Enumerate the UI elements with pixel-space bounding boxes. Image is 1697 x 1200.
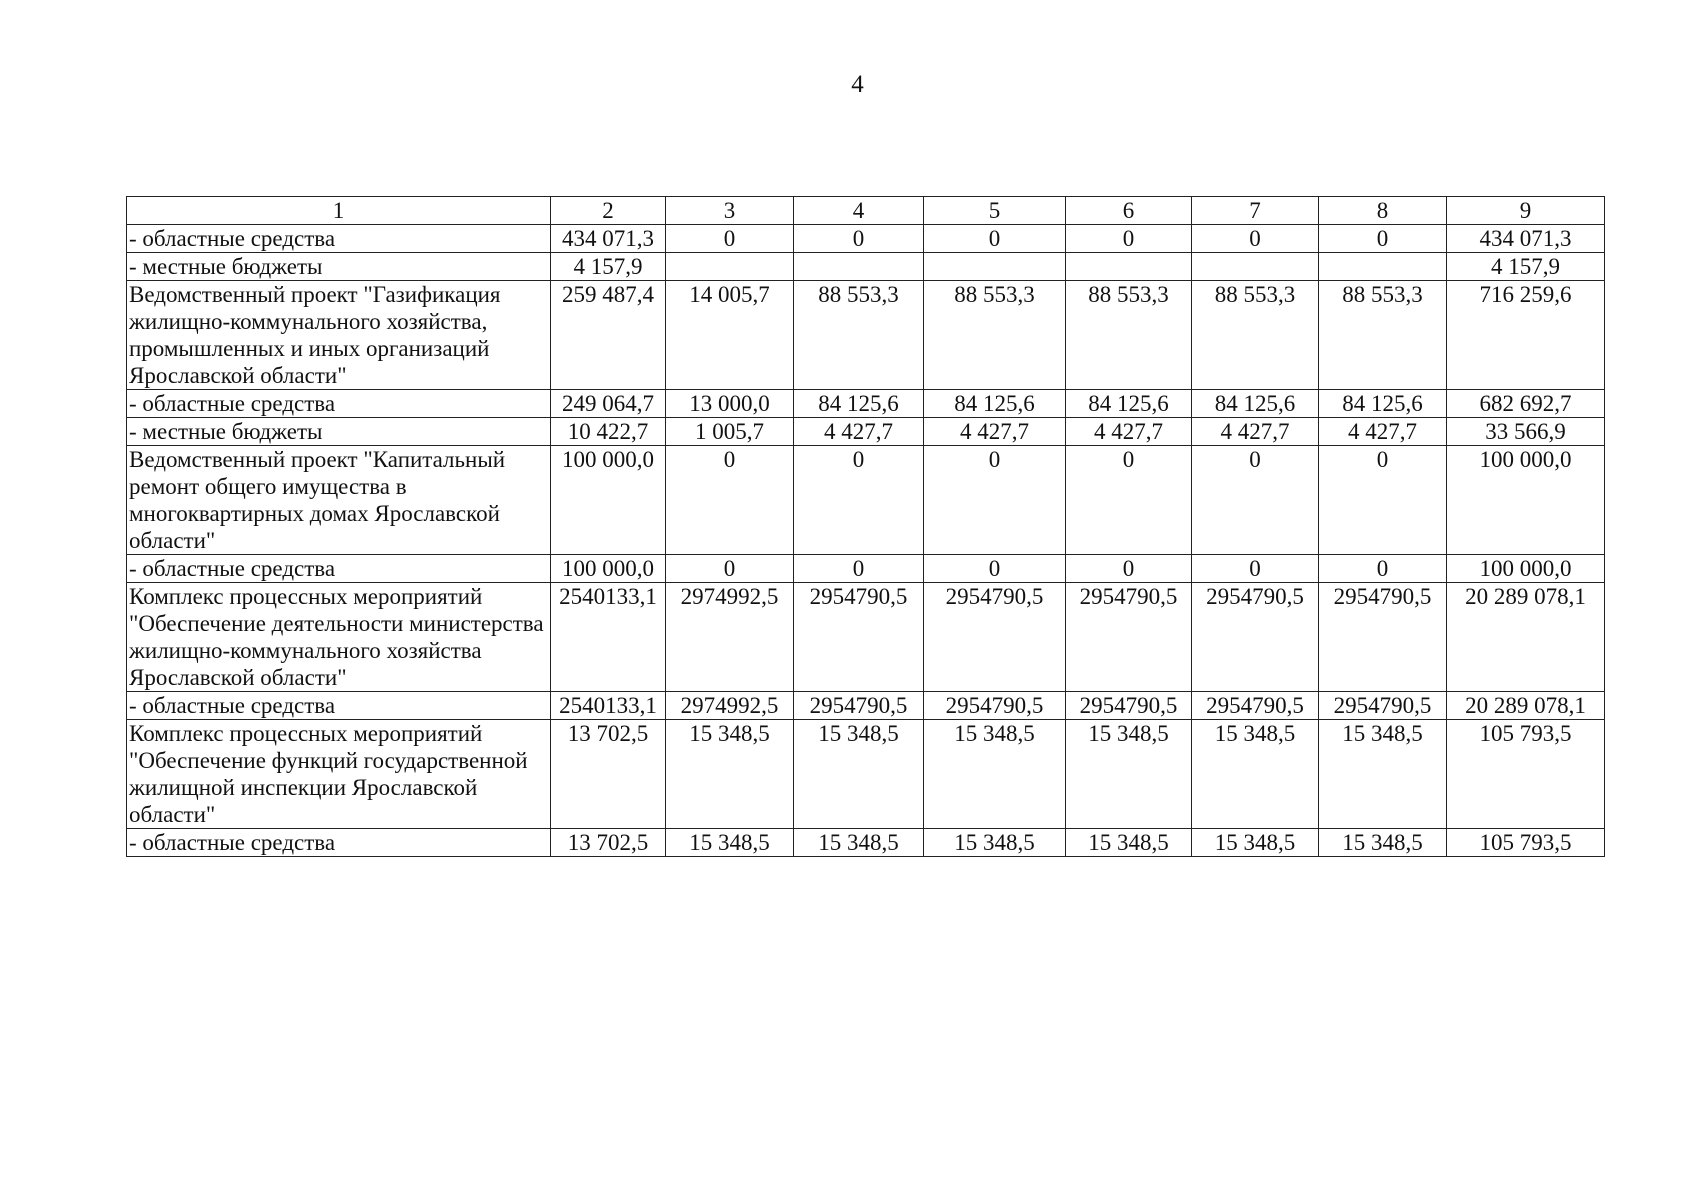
- table-row: [127, 583, 1605, 692]
- value-cell: 2954790,5: [1192, 692, 1319, 720]
- value-cell: 0: [1319, 225, 1447, 253]
- value-cell: 15 348,5: [666, 720, 794, 829]
- row-label: Комплекс процессных мероприятий "Обеспечение функций государственной жилищной инспекции Ярославской области": [127, 720, 551, 829]
- value-cell: 15 348,5: [924, 829, 1066, 857]
- value-cell: 0: [666, 225, 794, 253]
- table-row: [127, 418, 1605, 446]
- value-cell: 10 422,7: [551, 418, 666, 446]
- value-cell: 15 348,5: [1319, 720, 1447, 829]
- value-cell: 100 000,0: [1447, 446, 1605, 555]
- header-cell: 3: [666, 197, 794, 225]
- value-cell: 88 553,3: [794, 281, 924, 390]
- value-cell: 0: [1319, 555, 1447, 583]
- value-cell: 88 553,3: [924, 281, 1066, 390]
- value-cell: [1319, 253, 1447, 281]
- value-cell: 0: [1066, 446, 1192, 555]
- value-cell: 88 553,3: [1319, 281, 1447, 390]
- header-cell: 8: [1319, 197, 1447, 225]
- value-cell: 100 000,0: [551, 446, 666, 555]
- value-cell: 84 125,6: [924, 390, 1066, 418]
- value-cell: 84 125,6: [1319, 390, 1447, 418]
- value-cell: 15 348,5: [666, 829, 794, 857]
- value-cell: [924, 253, 1066, 281]
- value-cell: 2974992,5: [666, 692, 794, 720]
- value-cell: 15 348,5: [1192, 720, 1319, 829]
- table-row: [127, 225, 1605, 253]
- value-cell: 0: [794, 555, 924, 583]
- value-cell: [666, 253, 794, 281]
- value-cell: 2954790,5: [1066, 692, 1192, 720]
- value-cell: 84 125,6: [1066, 390, 1192, 418]
- value-cell: 84 125,6: [794, 390, 924, 418]
- value-cell: 0: [794, 225, 924, 253]
- value-cell: 2954790,5: [924, 692, 1066, 720]
- header-cell: 7: [1192, 197, 1319, 225]
- row-label: - местные бюджеты: [127, 253, 551, 281]
- value-cell: 682 692,7: [1447, 390, 1605, 418]
- row-label: - областные средства: [127, 390, 551, 418]
- value-cell: 1 005,7: [666, 418, 794, 446]
- value-cell: 4 157,9: [1447, 253, 1605, 281]
- value-cell: 2954790,5: [1066, 583, 1192, 692]
- value-cell: 15 348,5: [924, 720, 1066, 829]
- row-label: - областные средства: [127, 692, 551, 720]
- value-cell: 15 348,5: [1066, 720, 1192, 829]
- value-cell: 88 553,3: [1066, 281, 1192, 390]
- value-cell: 33 566,9: [1447, 418, 1605, 446]
- value-cell: 15 348,5: [794, 720, 924, 829]
- value-cell: 4 427,7: [1319, 418, 1447, 446]
- value-cell: 0: [1066, 555, 1192, 583]
- value-cell: 4 427,7: [794, 418, 924, 446]
- value-cell: 0: [1192, 555, 1319, 583]
- value-cell: 13 702,5: [551, 720, 666, 829]
- header-cell: 6: [1066, 197, 1192, 225]
- table-row: [127, 281, 1605, 390]
- value-cell: 0: [924, 446, 1066, 555]
- value-cell: 15 348,5: [794, 829, 924, 857]
- table-row: [127, 720, 1605, 829]
- value-cell: 2954790,5: [1319, 692, 1447, 720]
- value-cell: 4 427,7: [924, 418, 1066, 446]
- value-cell: 15 348,5: [1319, 829, 1447, 857]
- value-cell: 14 005,7: [666, 281, 794, 390]
- row-label: - местные бюджеты: [127, 418, 551, 446]
- value-cell: 2540133,1: [551, 583, 666, 692]
- header-cell: 5: [924, 197, 1066, 225]
- row-label: Комплекс процессных мероприятий "Обеспечение деятельности министерства жилищно-коммунального хозяйства Ярославской области": [127, 583, 551, 692]
- value-cell: 20 289 078,1: [1447, 583, 1605, 692]
- value-cell: 2954790,5: [794, 692, 924, 720]
- value-cell: 2954790,5: [1319, 583, 1447, 692]
- value-cell: 0: [1066, 225, 1192, 253]
- value-cell: 2954790,5: [924, 583, 1066, 692]
- value-cell: 2954790,5: [794, 583, 924, 692]
- value-cell: 13 000,0: [666, 390, 794, 418]
- table-row: [127, 692, 1605, 720]
- value-cell: 4 427,7: [1066, 418, 1192, 446]
- value-cell: 0: [1192, 446, 1319, 555]
- budget-table: [126, 196, 1605, 857]
- value-cell: 88 553,3: [1192, 281, 1319, 390]
- value-cell: 100 000,0: [1447, 555, 1605, 583]
- table-header-row: [127, 197, 1605, 225]
- row-label: - областные средства: [127, 555, 551, 583]
- table-row: [127, 253, 1605, 281]
- value-cell: 13 702,5: [551, 829, 666, 857]
- value-cell: 20 289 078,1: [1447, 692, 1605, 720]
- table-row: [127, 446, 1605, 555]
- value-cell: 434 071,3: [1447, 225, 1605, 253]
- value-cell: [1192, 253, 1319, 281]
- value-cell: 2954790,5: [1192, 583, 1319, 692]
- value-cell: 0: [1192, 225, 1319, 253]
- value-cell: [1066, 253, 1192, 281]
- value-cell: 15 348,5: [1066, 829, 1192, 857]
- header-cell: 2: [551, 197, 666, 225]
- value-cell: 15 348,5: [1192, 829, 1319, 857]
- value-cell: 4 427,7: [1192, 418, 1319, 446]
- value-cell: 105 793,5: [1447, 720, 1605, 829]
- value-cell: 105 793,5: [1447, 829, 1605, 857]
- table-row: [127, 555, 1605, 583]
- value-cell: 0: [924, 555, 1066, 583]
- page-number: 4: [851, 71, 864, 98]
- value-cell: 4 157,9: [551, 253, 666, 281]
- row-label: - областные средства: [127, 225, 551, 253]
- value-cell: 100 000,0: [551, 555, 666, 583]
- value-cell: 0: [794, 446, 924, 555]
- value-cell: 0: [924, 225, 1066, 253]
- value-cell: 2540133,1: [551, 692, 666, 720]
- value-cell: 2974992,5: [666, 583, 794, 692]
- row-label: Ведомственный проект "Газификация жилищно-коммунального хозяйства, промышленных и иных организаций Ярославской области": [127, 281, 551, 390]
- value-cell: 249 064,7: [551, 390, 666, 418]
- value-cell: [794, 253, 924, 281]
- value-cell: 0: [1319, 446, 1447, 555]
- value-cell: 434 071,3: [551, 225, 666, 253]
- value-cell: 0: [666, 446, 794, 555]
- value-cell: 84 125,6: [1192, 390, 1319, 418]
- value-cell: 259 487,4: [551, 281, 666, 390]
- header-cell: 9: [1447, 197, 1605, 225]
- table-row: [127, 390, 1605, 418]
- row-label: Ведомственный проект "Капитальный ремонт общего имущества в многоквартирных домах Ярославской области": [127, 446, 551, 555]
- header-cell: 4: [794, 197, 924, 225]
- value-cell: 716 259,6: [1447, 281, 1605, 390]
- header-cell: 1: [127, 197, 551, 225]
- row-label: - областные средства: [127, 829, 551, 857]
- table-row: [127, 829, 1605, 857]
- value-cell: 0: [666, 555, 794, 583]
